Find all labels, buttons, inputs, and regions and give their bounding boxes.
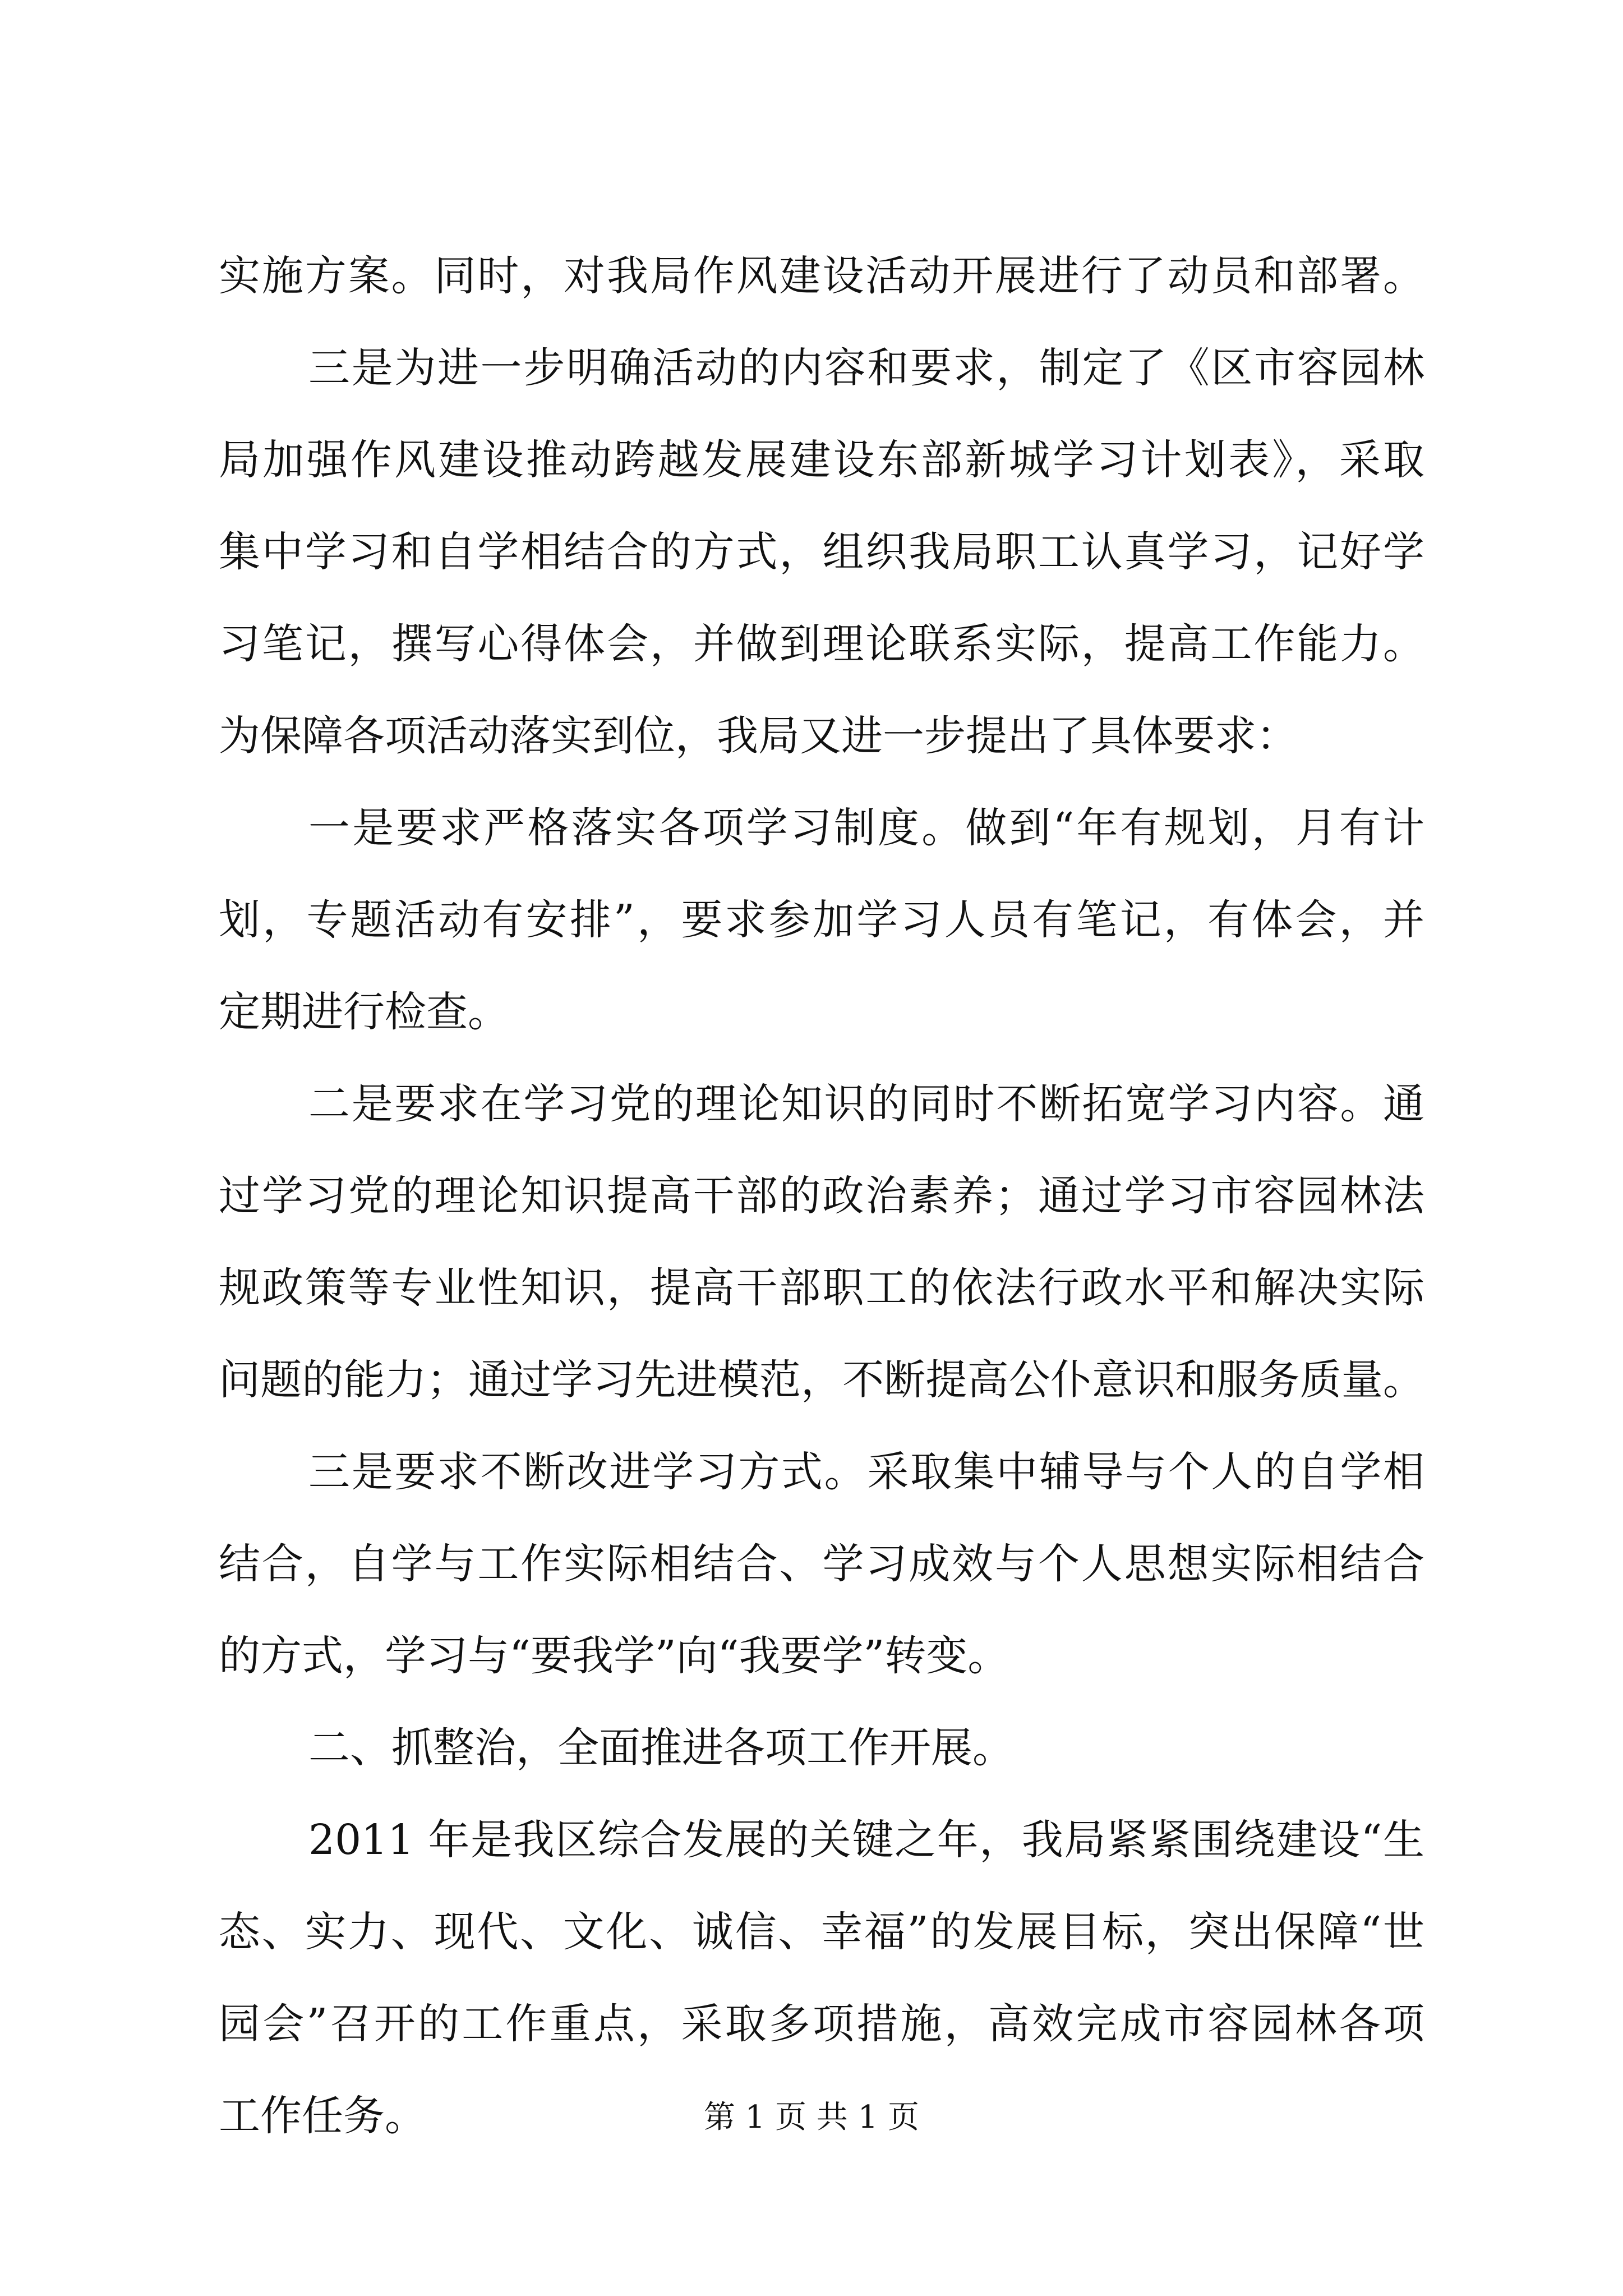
paragraph-first-line: 三是为进一步明确活动的内容和要求，制定了《区市容园林 bbox=[308, 344, 1424, 392]
text-line: 的方式，学习与“要我学”向“我要学”转变。 bbox=[219, 1632, 1009, 1680]
text-line: 为保障各项活动落实到位，我局又进一步提出了具体要求： bbox=[219, 712, 1298, 760]
text-line: 集中学习和自学相结合的方式，组织我局职工认真学习，记好学 bbox=[219, 528, 1424, 576]
text-line: 过学习党的理论知识提高干部的政治素养；通过学习市容园林法 bbox=[219, 1172, 1424, 1220]
section-heading: 二、抓整治，全面推进各项工作开展。 bbox=[308, 1724, 1014, 1772]
paragraph-first-line: 二是要求在学习党的理论知识的同时不断拓宽学习内容。通 bbox=[308, 1080, 1424, 1128]
text-line: 局加强作风建设推动跨越发展建设东部新城学习计划表》，采取 bbox=[219, 436, 1424, 484]
text-line: 态、实力、现代、文化、诚信、幸福”的发展目标，突出保障“世 bbox=[219, 1908, 1424, 1956]
text-line: 习笔记，撰写心得体会，并做到理论联系实际，提高工作能力。 bbox=[219, 620, 1424, 668]
text-line: 划，专题活动有安排”，要求参加学习人员有笔记，有体会，并 bbox=[219, 896, 1424, 944]
text-line: 问题的能力；通过学习先进模范，不断提高公仆意识和服务质量。 bbox=[219, 1356, 1424, 1404]
page-footer: 第 1 页 共 1 页 bbox=[703, 2099, 920, 2136]
text-line: 结合，自学与工作实际相结合、学习成效与个人思想实际相结合 bbox=[219, 1540, 1424, 1588]
paragraph-first-line: 三是要求不断改进学习方式。采取集中辅导与个人的自学相 bbox=[308, 1448, 1424, 1496]
text-line: 定期进行检查。 bbox=[219, 988, 509, 1036]
document-body bbox=[219, 230, 1424, 2162]
text-line: 实施方案。同时，对我局作风建设活动开展进行了动员和部署。 bbox=[219, 252, 1424, 300]
paragraph-first-line: 2011 年是我区综合发展的关键之年，我局紧紧围绕建设“生 bbox=[308, 1816, 1424, 1864]
paragraph-first-line: 一是要求严格落实各项学习制度。做到“年有规划，月有计 bbox=[308, 804, 1424, 852]
text-line: 规政策等专业性知识，提高干部职工的依法行政水平和解决实际 bbox=[219, 1264, 1424, 1312]
text-line: 工作任务。 bbox=[219, 2092, 426, 2140]
text-line: 园会”召开的工作重点，采取多项措施，高效完成市容园林各项 bbox=[219, 2000, 1424, 2048]
